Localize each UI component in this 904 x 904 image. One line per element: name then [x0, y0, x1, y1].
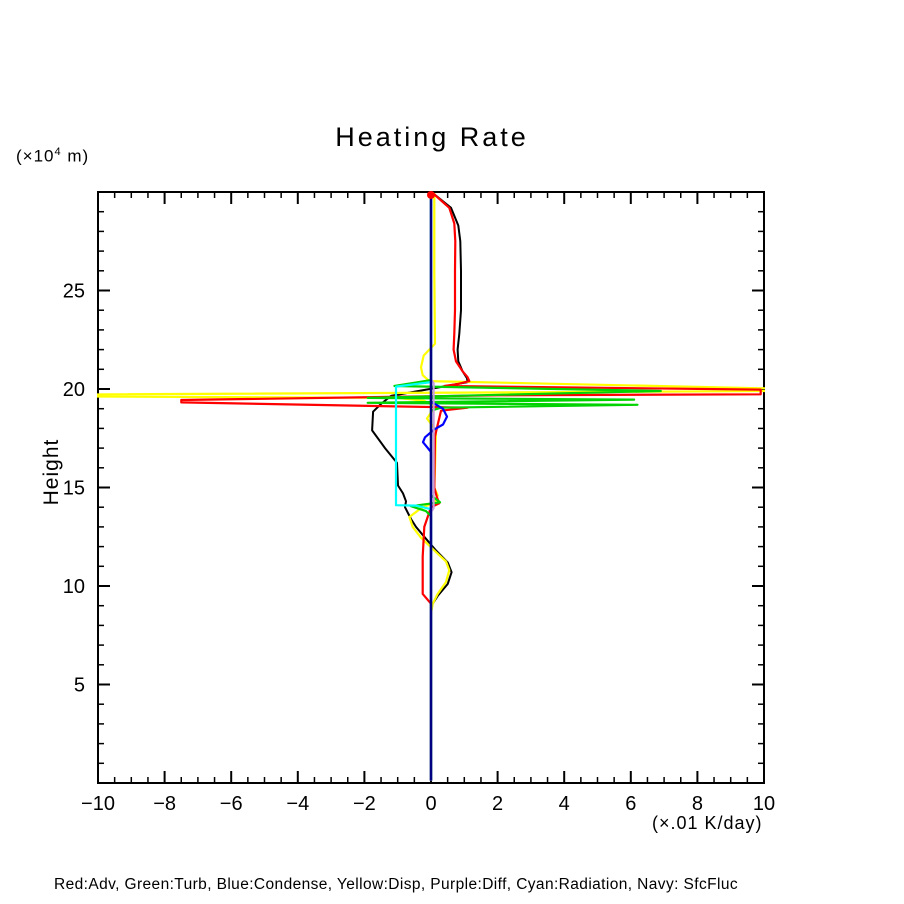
series-line-Adv	[181, 193, 760, 781]
x-axis-units-label: (×.01 K/day)	[652, 813, 763, 833]
series-line-Turb	[368, 193, 661, 781]
x-tick-label: −4	[286, 793, 310, 815]
x-tick-label: 4	[558, 793, 570, 815]
x-tick-label: 8	[691, 793, 703, 815]
legend-caption: Red:Adv, Green:Turb, Blue:Condense, Yellow:Disp, Purple:Diff, Cyan:Radiation, Navy: SfcFluc	[54, 876, 738, 893]
x-tick-label: −6	[219, 793, 243, 815]
y-tick-label: 10	[62, 576, 85, 598]
series-line-Radiation	[396, 193, 431, 781]
x-tick-label: −2	[352, 793, 376, 815]
x-tick-label: 6	[625, 793, 637, 815]
x-tick-label: −8	[153, 793, 177, 815]
x-tick-label: 10	[752, 793, 776, 815]
marker-Adv	[427, 191, 435, 199]
x-tick-label: 2	[492, 793, 504, 815]
x-tick-label: −10	[81, 793, 115, 815]
y-tick-label: 25	[62, 280, 85, 303]
chart-title: Heating Rate	[335, 122, 529, 152]
y-axis-units-label: ($\times 10^4$ m)	[16, 146, 90, 166]
x-tick-label: 0	[425, 793, 437, 815]
y-tick-label: 15	[62, 477, 85, 500]
y-tick-label: 20	[62, 379, 85, 401]
y-axis-units-superscript: 4	[54, 146, 62, 158]
series-line-unlabeled-black	[372, 193, 468, 781]
y-tick-label: 5	[73, 674, 85, 697]
y-axis-title: Height	[40, 438, 63, 506]
